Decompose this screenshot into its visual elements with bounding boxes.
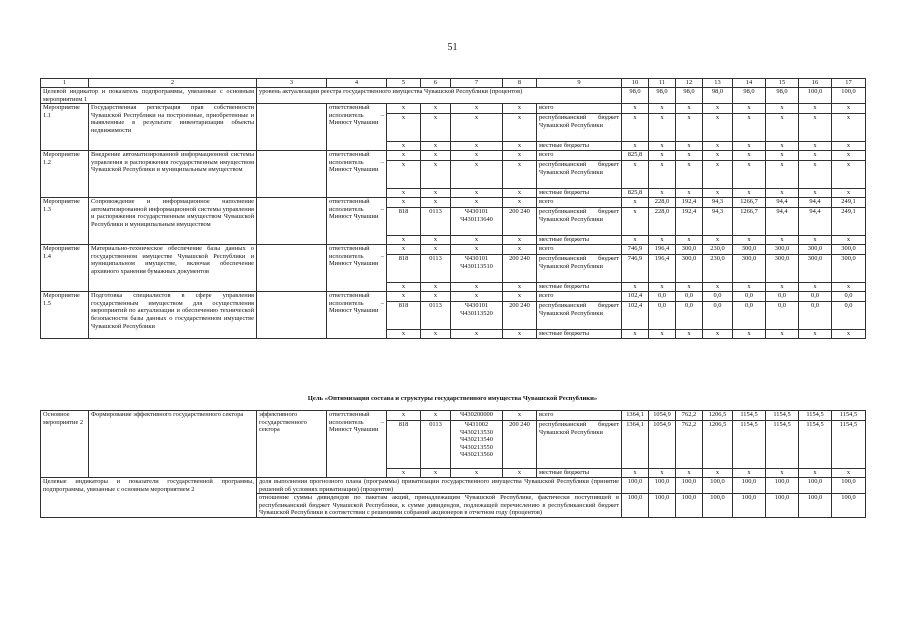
event-row-resp: x x x x республиканский бюджет Чувашской Республики x x x x x x x x — [41, 114, 866, 142]
responsible-executor: ответственный исполнитель – Минюст Чувашии — [327, 151, 387, 198]
budget-table-lower — [40, 410, 866, 518]
source-local: местные бюджеты — [537, 142, 622, 151]
indicator-label: Целевой индикатор и показатель подпрограммы, увязанные с основным мероприятием 1 — [41, 88, 257, 104]
source-total: всего — [537, 245, 622, 255]
source-local: местные бюджеты — [537, 283, 622, 292]
source-republican: республиканский бюджет Чувашской Республики — [537, 208, 622, 236]
event-row-mest: x x x x местные бюджеты x x x x x x x x — [41, 236, 866, 245]
main2-row-resp: 818 0113 Ч431002 Ч430213530 Ч430213540 Ч430213550 Ч430213560 200 240 республиканский бюджет Чувашской Республики 1364,1 1054,9 762,2 1206,5 1154,5 1154,5 1154,5 1154,5 — [41, 421, 866, 469]
responsible-executor: ответственный исполнитель – Минюст Чувашии — [327, 411, 387, 478]
source-republican: республиканский бюджет Чувашской Республики — [537, 114, 622, 142]
event-id: Мероприятие 1.4 — [41, 245, 89, 292]
event-name: Внедрение автоматизированной информационной системы управления и распоряжения государственным имуществом Чувашской Республики и муниципальным имуществом — [89, 151, 257, 198]
indicator-text: уровень актуализации реестра государственного имущества Чувашской Республики (процентов) — [257, 88, 622, 104]
source-total: всего — [537, 104, 622, 114]
responsible-executor: ответственный исполнитель – Минюст Чувашии — [327, 292, 387, 339]
main2-row-vsego: Основное мероприятие 2 Формирование эффективного государственного сектора эффективного государственного сектора ответственный исполнитель – Минюст Чувашии x x Ч430200000 x всего 1364,1 1054,9 762,2 1206,5 1154,5 1154,5 1154,5 1154,5 — [41, 411, 866, 421]
indicator-row-1: Целевой индикатор и показатель подпрограммы, увязанные с основным мероприятием 1 уровень актуализации реестра государственного имущества Чувашской Республики (процентов) 98,0 98,0 98,0 98,0 98,0 98,0 100,0 100,0 — [41, 88, 866, 104]
event-name: Государственная регистрация прав собственности Чувашской Республики на построенные, приобретенные и выявленные в результате инвентаризации объекты недвижимости — [89, 104, 257, 151]
event-id: Мероприятие 1.3 — [41, 198, 89, 245]
responsible-executor: ответственный исполнитель – Минюст Чувашии — [327, 104, 387, 151]
goal-title: Цель «Оптимизация состава и структуры государственного имущества Чувашской Республики» — [307, 395, 598, 402]
page-number: 51 — [447, 42, 458, 53]
source-republican: республиканский бюджет Чувашской Республики — [537, 255, 622, 283]
event-row-mest: x x x x местные бюджеты x x x x x x x x — [41, 330, 866, 339]
event-row-resp: x x x x республиканский бюджет Чувашской Республики x x x x x x x x — [41, 161, 866, 189]
source-total: всего — [537, 292, 622, 302]
source-republican: республиканский бюджет Чувашской Республики — [537, 302, 622, 330]
indicator2-row: Целевые индикаторы и показатели государственной программы, подпрограммы, увязанные с основным мероприятием 2 доля выполнения прогнозного плана (программы) приватизации государственного имущества Чувашской Республики (принятие решений об условиях приватизации) (процентов) 100,0 100,0 100,0 100,0 100,0 100,0 100,0 100,0 — [41, 478, 866, 494]
indicator2-text: доля выполнения прогнозного плана (программы) приватизации государственного имущества Чувашской Республики (принятие решений об условиях приватизации) (процентов) — [257, 478, 622, 494]
co-executor-cell — [257, 198, 327, 245]
main2-row-mest: x x x x местные бюджеты x x x x x x x x — [41, 469, 866, 478]
event-row-resp: 818 0113 Ч430101 Ч430113510 200 240 республиканский бюджет Чувашской Республики 746,9 196,4 300,0 230,0 300,0 300,0 300,0 300,0 — [41, 255, 866, 283]
event-name: Подготовка специалистов в сфере управления государственным имуществом для осуществления мероприятий по актуализации и обеспечению технической безопасности базы данных о государственном имуществе Чувашской Республики — [89, 292, 257, 339]
responsible-executor: ответственный исполнитель – Минюст Чувашии — [327, 245, 387, 292]
source-local: местные бюджеты — [537, 330, 622, 339]
event-id: Мероприятие 1.5 — [41, 292, 89, 339]
budget-table-upper — [40, 78, 866, 339]
source-total: всего — [537, 151, 622, 161]
event-row-vsego: Мероприятие 1.1 Государственная регистрация прав собственности Чувашской Республики на построенные, приобретенные и выявленные в результате инвентаризации объекты недвижимости ответственный исполнитель – Минюст Чувашии x x x x всего x x x x x x x x — [41, 104, 866, 114]
source-republican: республиканский бюджет Чувашской Республики — [537, 161, 622, 189]
source-local: местные бюджеты — [537, 189, 622, 198]
event-row-mest: x x x x местные бюджеты 825,8 x x x x x x x — [41, 189, 866, 198]
event-row-vsego: Мероприятие 1.2 Внедрение автоматизированной информационной системы управления и распоряжения государственным имуществом Чувашской Республики и муниципальным имуществом ответственный исполнитель – Минюст Чувашии x x x x всего 825,8 x x x x x x x — [41, 151, 866, 161]
responsible-executor: ответственный исполнитель – Минюст Чувашии — [327, 198, 387, 245]
event-id: Мероприятие 1.1 — [41, 104, 89, 151]
event-name: Материально-техническое обеспечение базы данных о государственном имуществе Чувашской Республики и муниципальном имуществе, включая обеспечение архивного хранения бумажных документов — [89, 245, 257, 292]
event-name: Сопровождение и информационное наполнение автоматизированной информационной системы управления и распоряжения государственным имуществом Чувашской Республики и муниципальным имуществом — [89, 198, 257, 245]
event-row-resp: 818 0113 Ч430101 Ч430113520 200 240 республиканский бюджет Чувашской Республики 102,4 0,0 0,0 0,0 0,0 0,0 0,0 0,0 — [41, 302, 866, 330]
event-id: Мероприятие 1.2 — [41, 151, 89, 198]
event-row-mest: x x x x местные бюджеты x x x x x x x x — [41, 142, 866, 151]
co-executor-cell — [257, 151, 327, 198]
co-executor-cell — [257, 292, 327, 339]
indicator2-text: отношение суммы дивидендов по пакетам акций, принадлежащим Чувашской Республике, фактически поступившей в республиканский бюджет Чувашской Республики, к сумме дивидендов, подлежащей перечислению в республиканский бюджет Чувашской Республики в соответствии с решениями собраний акционеров в отчетном году (процентов) — [257, 494, 622, 518]
column-number-row: 1 2 3 4 5 6 7 8 9 10 11 12 13 14 15 16 17 — [41, 79, 866, 88]
event-row-vsego: Мероприятие 1.4 Материально-техническое обеспечение базы данных о государственном имуществе Чувашской Республики и муниципальном имуществе, включая обеспечение архивного хранения бумажных документов ответственный исполнитель – Минюст Чувашии x x x x всего 746,9 196,4 300,0 230,0 300,0 300,0 300,0 300,0 — [41, 245, 866, 255]
main-event-name: Формирование эффективного государственного сектора — [89, 411, 257, 478]
indicator2-row: отношение суммы дивидендов по пакетам акций, принадлежащим Чувашской Республике, фактически поступившей в республиканский бюджет Чувашской Республики, к сумме дивидендов, подлежащей перечислению в республиканский бюджет Чувашской Республики в соответствии с решениями собраний акционеров в отчетном году (процентов) 100,0 100,0 100,0 100,0 100,0 100,0 100,0 100,0 — [41, 494, 866, 518]
event-row-vsego: Мероприятие 1.5 Подготовка специалистов в сфере управления государственным имуществом для осуществления мероприятий по актуализации и обеспечению технической безопасности базы данных о государственном имуществе Чувашской Республики ответственный исполнитель – Минюст Чувашии x x x x всего 102,4 0,0 0,0 0,0 0,0 0,0 0,0 0,0 — [41, 292, 866, 302]
co-executor: эффективного государственного сектора — [257, 411, 327, 478]
main-event-id: Основное мероприятие 2 — [41, 411, 89, 478]
event-row-vsego: Мероприятие 1.3 Сопровождение и информационное наполнение автоматизированной информационной системы управления и распоряжения государственным имуществом Чувашской Республики и муниципальным имуществом ответственный исполнитель – Минюст Чувашии x x x x всего x 228,0 192,4 94,3 1266,7 94,4 94,4 249,1 — [41, 198, 866, 208]
source-local: местные бюджеты — [537, 236, 622, 245]
event-row-mest: x x x x местные бюджеты x x x x x x x x — [41, 283, 866, 292]
indicator2-label: Целевые индикаторы и показатели государственной программы, подпрограммы, увязанные с основным мероприятием 2 — [41, 478, 257, 518]
co-executor-cell — [257, 104, 327, 151]
co-executor-cell — [257, 245, 327, 292]
source-total: всего — [537, 198, 622, 208]
event-row-resp: 818 0113 Ч430101 Ч430113640 200 240 республиканский бюджет Чувашской Республики x 228,0 192,4 94,3 1266,7 94,4 94,4 249,1 — [41, 208, 866, 236]
